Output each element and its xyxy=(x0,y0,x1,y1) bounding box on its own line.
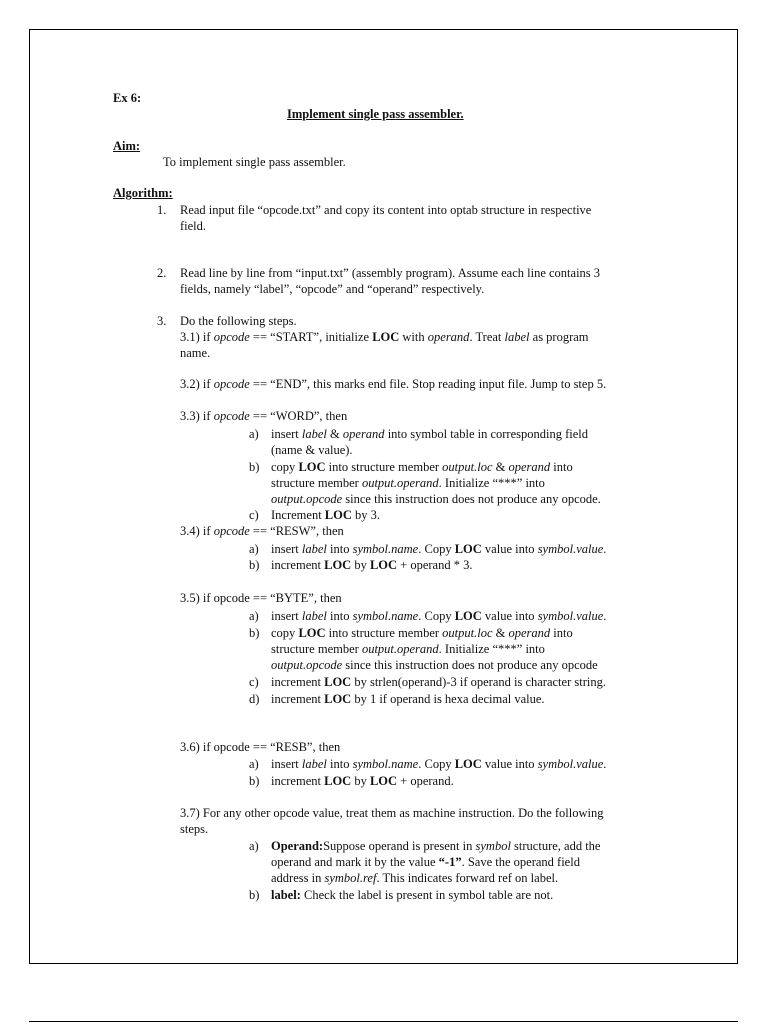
step-3-3-heading: 3.3) if opcode == “WORD”, then xyxy=(180,409,348,423)
step-3-3-a-line: (name & value). xyxy=(271,443,353,457)
list-marker: b) xyxy=(249,626,260,640)
step-3-intro: Do the following steps. xyxy=(180,314,297,328)
step-3-3-b-line: structure member output.operand. Initialize “***” into xyxy=(271,476,545,490)
step-3-2-line: 3.2) if opcode == “END”, this marks end file. Stop reading input file. Jump to step 5. xyxy=(180,377,607,391)
aim-text: To implement single pass assembler. xyxy=(163,155,346,169)
aim-heading: Aim: xyxy=(113,139,141,153)
list-marker: a) xyxy=(249,757,259,771)
step-3-7-a-line: Operand:Suppose operand is present in symbol structure, add the xyxy=(271,839,601,853)
step-3-7-line: steps. xyxy=(180,822,209,836)
step-3-7-line: 3.7) For any other opcode value, treat them as machine instruction. Do the following xyxy=(180,806,604,820)
list-marker: d) xyxy=(249,692,260,706)
step-3-6-b-line: increment LOC by LOC + operand. xyxy=(271,774,454,788)
list-marker: a) xyxy=(249,427,259,441)
step-3-6-a-line: insert label into symbol.name. Copy LOC value into symbol.value. xyxy=(271,757,607,771)
page-title: Implement single pass assembler. xyxy=(287,107,464,121)
footer-rule xyxy=(29,1021,738,1022)
step-3-5-b-line: copy LOC into structure member output.loc & operand into xyxy=(271,626,573,640)
list-marker: b) xyxy=(249,888,260,902)
step-1-line: Read input file “opcode.txt” and copy its content into optab structure in respective xyxy=(180,203,592,217)
step-2-line: fields, namely “label”, “opcode” and “operand” respectively. xyxy=(180,282,485,296)
step-1-line: field. xyxy=(180,219,207,233)
step-3-3-b-line: output.opcode since this instruction does not produce any opcode. xyxy=(271,492,601,506)
step-2-line: Read line by line from “input.txt” (assembly program). Assume each line contains 3 xyxy=(180,266,601,280)
list-marker: b) xyxy=(249,774,260,788)
list-marker: a) xyxy=(249,609,259,623)
step-3-7-a-line: address in symbol.ref. This indicates forward ref on label. xyxy=(271,871,559,885)
step-3-5-heading: 3.5) if opcode == “BYTE”, then xyxy=(180,591,342,605)
list-marker: b) xyxy=(249,558,260,572)
step-3-4-heading: 3.4) if opcode == “RESW”, then xyxy=(180,524,344,538)
step-3-7-b-line: label: Check the label is present in symbol table are not. xyxy=(271,888,554,902)
step-3-5-c-line: increment LOC by strlen(operand)-3 if operand is character string. xyxy=(271,675,606,689)
list-marker: b) xyxy=(249,460,260,474)
step-3-7-a-line: operand and mark it by the value “-1”. Save the operand field xyxy=(271,855,580,869)
step-3-4-b-line: increment LOC by LOC + operand * 3. xyxy=(271,558,473,572)
algorithm-heading: Algorithm: xyxy=(113,186,173,200)
step-3-number: 3. xyxy=(157,314,167,328)
step-2-number: 2. xyxy=(157,266,167,280)
exercise-number: Ex 6: xyxy=(113,91,142,105)
list-marker: c) xyxy=(249,508,259,522)
step-3-1-line: 3.1) if opcode == “START”, initialize LOC with operand. Treat label as program xyxy=(180,330,589,344)
list-marker: a) xyxy=(249,542,259,556)
step-3-5-b-line: structure member output.operand. Initialize “***” into xyxy=(271,642,545,656)
step-3-3-b-line: copy LOC into structure member output.loc & operand into xyxy=(271,460,573,474)
step-3-1-line: name. xyxy=(180,346,211,360)
step-3-5-b-line: output.opcode since this instruction does not produce any opcode xyxy=(271,658,598,672)
step-3-3-a-line: insert label & operand into symbol table in corresponding field xyxy=(271,427,588,441)
step-3-4-a-line: insert label into symbol.name. Copy LOC value into symbol.value. xyxy=(271,542,607,556)
step-3-5-d-line: increment LOC by 1 if operand is hexa decimal value. xyxy=(271,692,545,706)
step-3-6-heading: 3.6) if opcode == “RESB”, then xyxy=(180,740,341,754)
list-marker: a) xyxy=(249,839,259,853)
step-1-number: 1. xyxy=(157,203,167,217)
list-marker: c) xyxy=(249,675,259,689)
step-3-5-a-line: insert label into symbol.name. Copy LOC value into symbol.value. xyxy=(271,609,607,623)
step-3-3-c-line: Increment LOC by 3. xyxy=(271,508,381,522)
